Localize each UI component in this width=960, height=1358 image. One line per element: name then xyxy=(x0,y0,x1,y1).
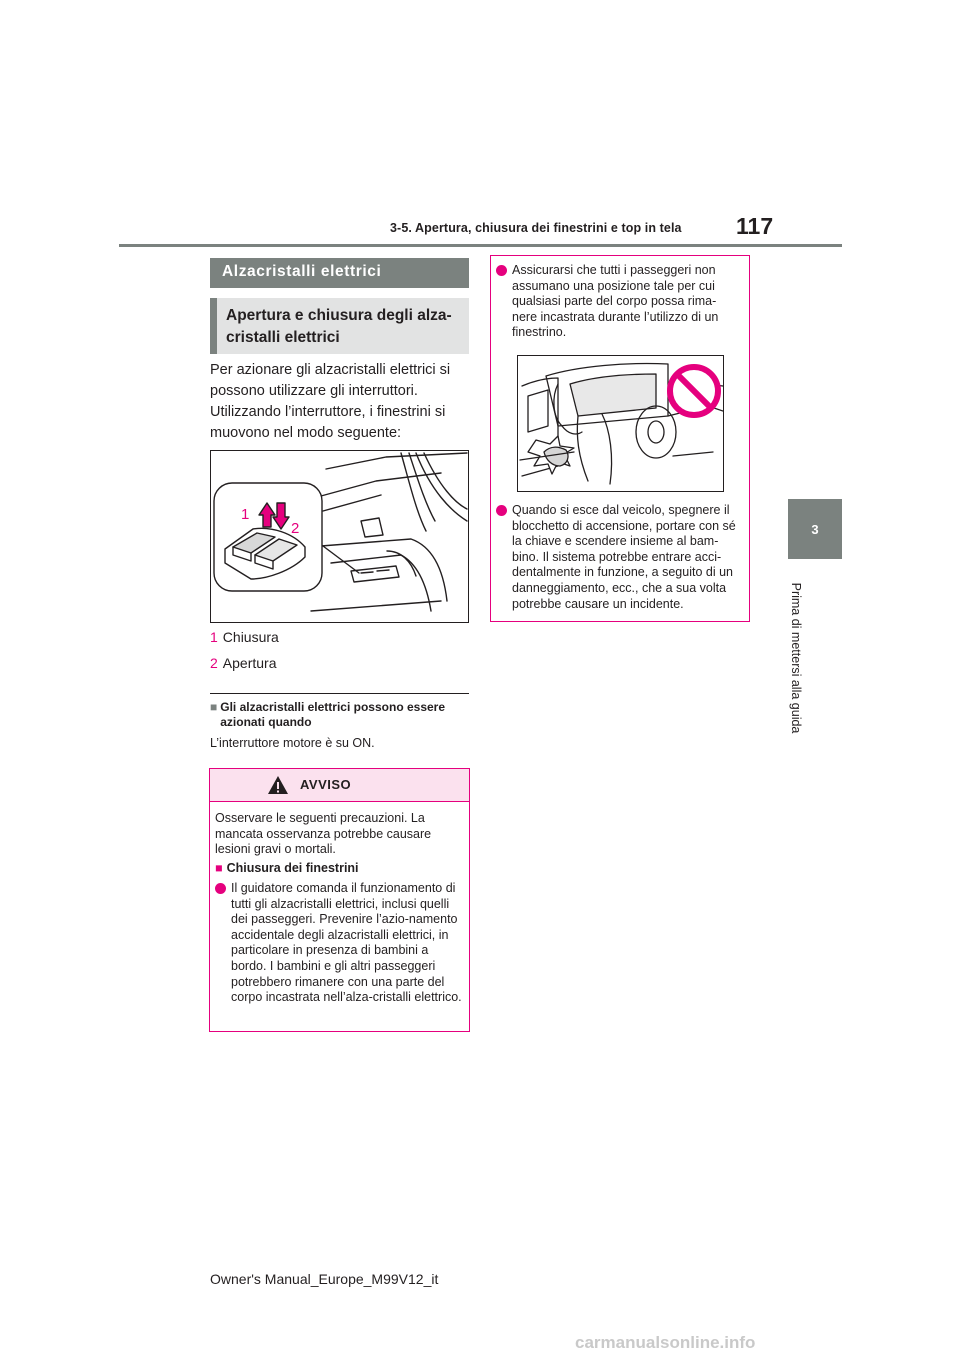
bullet-dot-icon xyxy=(496,265,507,276)
warning-bullet xyxy=(215,881,467,1006)
warning-subheading xyxy=(215,861,359,875)
subsection-heading-text: Apertura e chiusura degli alza-cristalli elettrici xyxy=(226,307,452,346)
chapter-number: 3 xyxy=(811,521,819,537)
window-switch-illustration xyxy=(210,450,469,623)
legend-text: Chiusura xyxy=(222,629,279,645)
warning-bullet xyxy=(496,503,738,612)
watermark: carmanualsonline.info xyxy=(575,1333,756,1352)
warning-bullet xyxy=(496,263,738,341)
bullet-dot-icon xyxy=(215,883,226,894)
window-pinch-warning-illustration xyxy=(517,355,724,492)
warning-title: AVVISO xyxy=(300,777,352,792)
switch-label-open: 2 xyxy=(291,520,300,537)
warning-header xyxy=(210,769,469,802)
footer-text: Owner's Manual_Europe_M99V12_it xyxy=(210,1271,439,1287)
note-heading xyxy=(210,700,470,730)
legend-number: 1 xyxy=(210,629,218,645)
chapter-side-title xyxy=(784,578,808,738)
warning-subheading-text: Chiusura dei finestrini xyxy=(226,861,359,875)
note-body: L’interruttore motore è su ON. xyxy=(210,736,375,750)
note-heading-text: Gli alzacristalli elettrici possono essere azionati quando xyxy=(220,700,446,729)
note-marker: ■ xyxy=(210,700,218,714)
subsection-heading xyxy=(210,298,469,354)
section-heading-text: Alzacristalli elettrici xyxy=(222,263,382,280)
warning-subheading-marker: ■ xyxy=(215,861,223,875)
legend-text: Apertura xyxy=(222,655,277,671)
warning-bullet-text: Quando si esce dal veicolo, spegnere il blocchetto di accensione, portare con sé la chiave e scendere insieme al bam-bino. Il sistema potrebbe entrare acci-dentalmente in funzione, a seguito di un danneggiamento, ecc., che a sua volta potrebbe causare un incidente. xyxy=(512,503,736,611)
switch-label-close: 1 xyxy=(241,506,250,523)
running-header: 3-5. Apertura, chiusura dei finestrini e top in tela xyxy=(390,221,682,235)
header-rule xyxy=(119,244,842,247)
warning-box xyxy=(209,768,470,1032)
chapter-title: Prima di mettersi alla guida xyxy=(789,582,803,734)
warning-intro: Osservare le seguenti precauzioni. La mancata osservanza potrebbe causare lesioni gravi o mortali. xyxy=(215,811,432,856)
page-number: 117 xyxy=(736,213,774,239)
intro-paragraph: Per azionare gli alzacristalli elettrici si possono utilizzare gli interruttori. Utilizzando l’interruttore, i finestrini si muovono nel modo seguente: xyxy=(210,362,451,441)
section-heading xyxy=(210,258,469,288)
note-rule xyxy=(210,693,469,694)
bullet-dot-icon xyxy=(496,505,507,516)
legend-item-open xyxy=(210,655,277,671)
warning-bullet-text: Il guidatore comanda il funzionamento di tutti gli alzacristalli elettrici, inclusi quelli dei passeggeri. Prevenire l’azio-namento accidentale degli alzacristalli elettrici, in particolare in presenza di bambini a bordo. I bambini e gli altri passeggeri potrebbero rimanere con una parte del corpo incastrata nell’alza-cristalli elettrico. xyxy=(231,881,462,1005)
legend-item-close xyxy=(210,629,279,645)
warning-bullet-text: Assicurarsi che tutti i passeggeri non assumano una posizione tale per cui qualsiasi parte del corpo possa rima-nere incastrata durante l’utilizzo di un finestrino. xyxy=(512,263,719,340)
chapter-tab xyxy=(788,499,842,559)
warning-triangle-icon xyxy=(267,775,289,795)
legend-number: 2 xyxy=(210,655,218,671)
